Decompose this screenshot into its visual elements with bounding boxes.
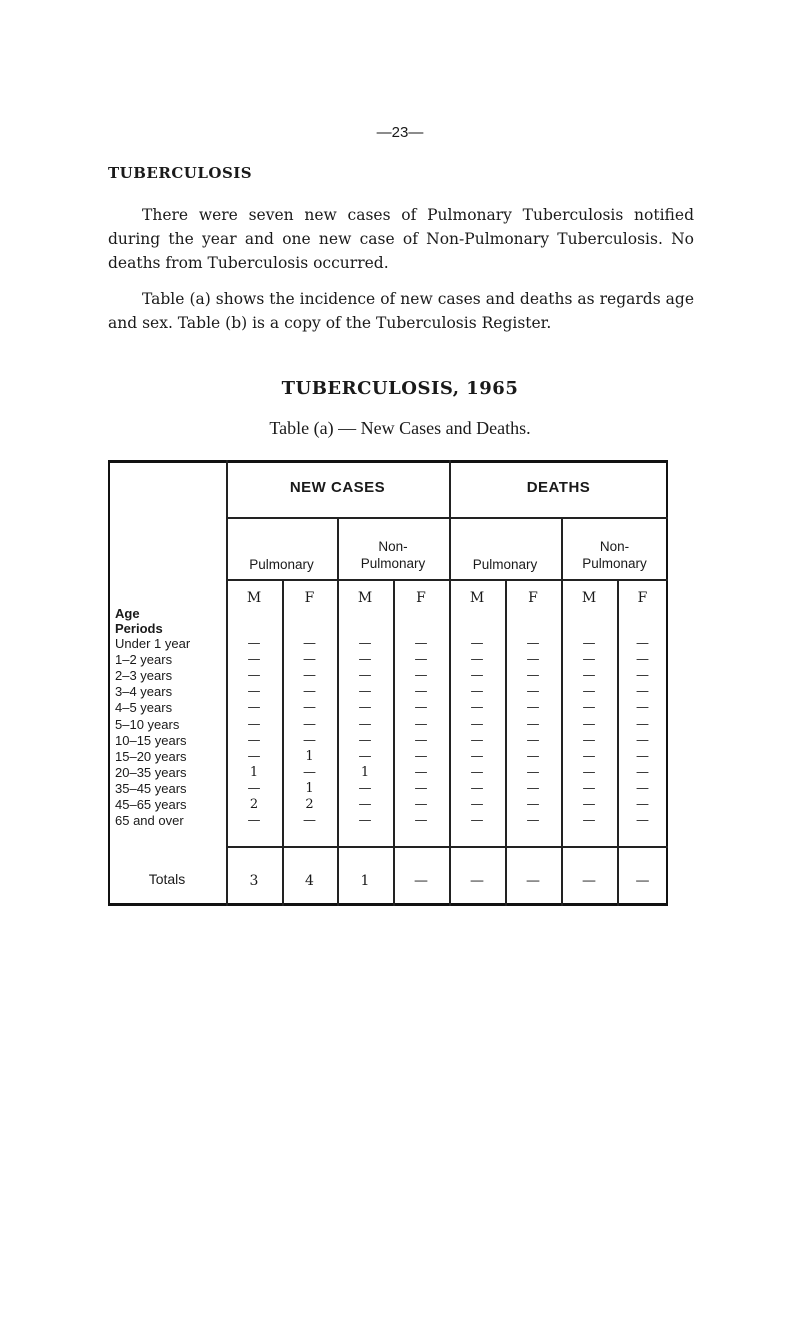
- table-cell: —: [470, 797, 484, 812]
- table-divider: [226, 846, 668, 848]
- subgroup-header: Non- Pulmonary: [582, 539, 647, 571]
- table-cell: —: [303, 700, 316, 716]
- table-cell: —: [636, 797, 649, 812]
- table-cell: —: [358, 668, 372, 684]
- table-cell: —: [526, 764, 540, 780]
- sex-header: F: [304, 590, 315, 606]
- totals-cell: —: [582, 873, 596, 889]
- table-cell: —: [582, 652, 596, 668]
- table-cell: —: [526, 668, 540, 684]
- table-cell: —: [470, 700, 484, 716]
- table-subtitle: Table (a) — New Cases and Deaths.: [269, 418, 531, 438]
- table-cell: —: [582, 780, 596, 796]
- table-cell: —: [247, 748, 261, 764]
- table-cell: —: [582, 636, 596, 651]
- table-cell: —: [582, 813, 596, 829]
- table-cell: —: [247, 732, 261, 748]
- table-cell: —: [358, 780, 372, 796]
- table-cell: —: [636, 716, 649, 732]
- table-cell: —: [303, 652, 316, 668]
- sex-header: F: [416, 590, 426, 606]
- table-cell: —: [470, 652, 484, 668]
- table-cell: —: [358, 732, 372, 748]
- totals-cell: —: [414, 873, 428, 889]
- sex-header: M: [469, 590, 485, 606]
- table-cell: —: [247, 636, 261, 651]
- group-header: DEATHS: [526, 479, 591, 496]
- table-cell: —: [247, 813, 261, 829]
- table-cell: —: [470, 636, 484, 651]
- table-cell: —: [470, 684, 484, 700]
- table-cell: —: [636, 732, 649, 748]
- table-cell: —: [582, 700, 596, 716]
- row-label: 20–35 years: [115, 764, 187, 780]
- table-cell: 2: [249, 797, 259, 812]
- row-label: 2–3 years: [115, 668, 173, 684]
- table-cell: —: [470, 780, 484, 796]
- table-cell: —: [358, 684, 372, 700]
- table-cell: 1: [305, 748, 314, 764]
- row-label: 10–15 years: [115, 732, 187, 748]
- table-cell: —: [414, 684, 428, 700]
- row-label: Under 1 year: [115, 636, 191, 651]
- table-cell: —: [470, 668, 484, 684]
- table-cell: —: [414, 716, 428, 732]
- table-cell: —: [526, 732, 540, 748]
- totals-cell: 4: [305, 873, 314, 889]
- table-cell: —: [636, 636, 649, 651]
- table-cell: —: [303, 716, 316, 732]
- sex-header: F: [528, 590, 538, 606]
- table-cell: —: [358, 797, 372, 812]
- totals-cell: —: [526, 873, 540, 889]
- row-label: 35–45 years: [115, 780, 187, 796]
- table-cell: —: [526, 748, 540, 764]
- row-label: 65 and over: [115, 813, 184, 829]
- table-cell: 2: [305, 797, 314, 812]
- table-cell: —: [470, 716, 484, 732]
- table-cell: —: [526, 652, 540, 668]
- table-cell: —: [303, 813, 316, 829]
- totals-cell: —: [635, 873, 650, 889]
- row-label: 4–5 years: [115, 700, 173, 716]
- table-cell: —: [358, 813, 372, 829]
- table-cell: —: [414, 636, 428, 651]
- table-cell: —: [414, 732, 428, 748]
- row-label: 1–2 years: [115, 652, 173, 668]
- table-cell: —: [636, 684, 649, 700]
- sex-header: M: [581, 590, 597, 606]
- page-number: —23—: [376, 124, 424, 141]
- table-cell: —: [526, 700, 540, 716]
- table-cell: —: [303, 668, 316, 684]
- table-cell: —: [303, 732, 316, 748]
- table-cell: —: [247, 700, 261, 716]
- table-cell: —: [470, 748, 484, 764]
- table-title: TUBERCULOSIS, 1965: [281, 378, 519, 399]
- table-cell: —: [526, 797, 540, 812]
- table-cell: —: [582, 797, 596, 812]
- paragraph-table-description: Table (a) shows the incidence of new cases and deaths as regards age and sex. Table (b) is a copy of the Tuberculosis Register.: [108, 290, 694, 332]
- table-cell: —: [526, 636, 540, 651]
- sex-header: F: [637, 590, 648, 606]
- row-label: 45–65 years: [115, 797, 187, 812]
- table-cell: —: [636, 748, 649, 764]
- table-cell: —: [526, 684, 540, 700]
- subgroup-header: Non- Pulmonary: [360, 539, 426, 571]
- sex-header: M: [357, 590, 373, 606]
- row-label: 15–20 years: [115, 748, 187, 764]
- table-cell: —: [582, 732, 596, 748]
- table-cell: —: [636, 780, 649, 796]
- table-cell: —: [414, 813, 428, 829]
- subgroup-header: Pulmonary: [249, 557, 314, 572]
- table-cell: —: [247, 652, 261, 668]
- totals-label: Totals: [148, 871, 186, 887]
- table-cell: —: [414, 748, 428, 764]
- table-cell: —: [303, 636, 316, 651]
- section-heading: TUBERCULOSIS: [108, 164, 253, 182]
- table-cell: —: [582, 668, 596, 684]
- table-cell: —: [636, 764, 649, 780]
- paragraph-intro: There were seven new cases of Pulmonary Tuberculosis notified during the year and one new case of Non-Pulmonary Tuberculosis. No deaths from Tuberculosis occurred.: [108, 206, 694, 272]
- table-cell: —: [414, 668, 428, 684]
- table-cell: —: [636, 700, 649, 716]
- table-cell: —: [358, 716, 372, 732]
- totals-cell: —: [470, 873, 484, 889]
- table-cell: —: [526, 716, 540, 732]
- table-cell: —: [247, 668, 261, 684]
- totals-cell: 3: [249, 873, 259, 889]
- table-cell: —: [414, 780, 428, 796]
- table-cell: —: [358, 748, 372, 764]
- table-cell: —: [247, 684, 261, 700]
- age-periods-header: Age: [115, 606, 140, 621]
- age-periods-header: Periods: [115, 621, 163, 636]
- table-cell: —: [526, 780, 540, 796]
- table-cell: —: [582, 748, 596, 764]
- table-cell: —: [414, 700, 428, 716]
- table-cell: —: [358, 636, 372, 651]
- totals-cell: 1: [360, 873, 370, 889]
- table-cell: —: [470, 813, 484, 829]
- table-cell: —: [414, 797, 428, 812]
- table-cell: —: [414, 764, 428, 780]
- table-divider: [226, 517, 668, 519]
- table-divider: [226, 579, 668, 581]
- table-cell: —: [247, 716, 261, 732]
- table-cell: —: [582, 716, 596, 732]
- subgroup-header: Pulmonary: [472, 557, 538, 572]
- table-cell: —: [414, 652, 428, 668]
- table-cell: —: [636, 813, 649, 829]
- table-cell: —: [303, 684, 316, 700]
- table-cell: —: [358, 652, 372, 668]
- table-cell: —: [470, 764, 484, 780]
- row-label: 5–10 years: [115, 716, 180, 732]
- table-cell: —: [582, 764, 596, 780]
- table-cell: —: [582, 684, 596, 700]
- table-cell: —: [247, 780, 261, 796]
- table-cell: 1: [305, 780, 314, 796]
- table-cell: —: [303, 764, 316, 780]
- table-cell: 1: [249, 764, 259, 780]
- table-cell: —: [636, 668, 649, 684]
- table-cell: —: [526, 813, 540, 829]
- table-cell: —: [636, 652, 649, 668]
- table-cell: —: [470, 732, 484, 748]
- table-cell: 1: [360, 764, 370, 780]
- table-cell: —: [358, 700, 372, 716]
- row-label: 3–4 years: [115, 684, 173, 700]
- group-header: NEW CASES: [289, 479, 386, 496]
- sex-header: M: [246, 590, 262, 606]
